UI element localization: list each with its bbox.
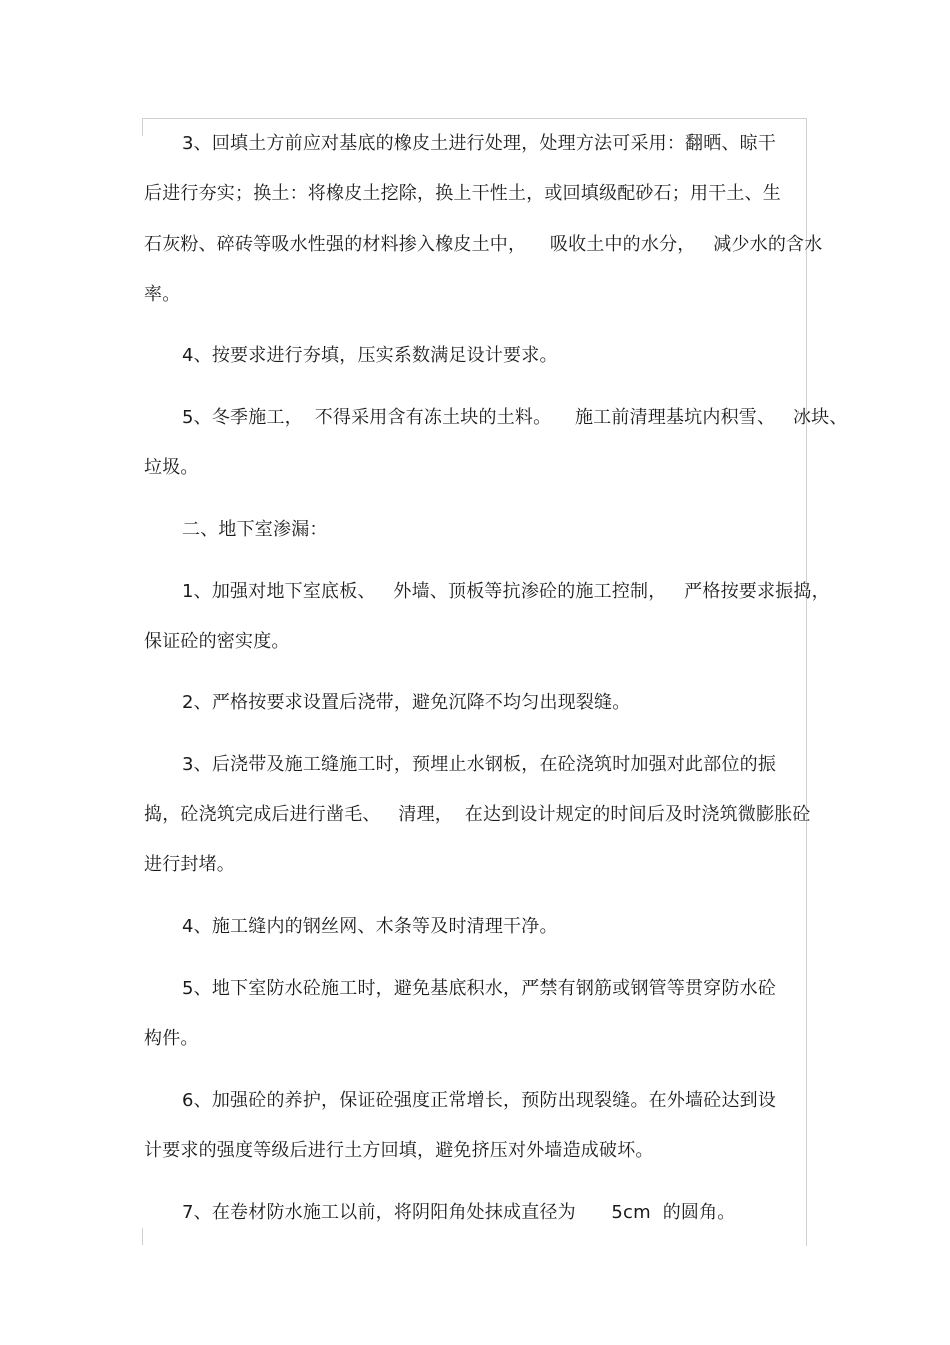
page-frame	[142, 118, 807, 1246]
paragraph-line: 7、在卷材防水施工以前，将阴阳角处抹成直径为 5cm 的圆角。	[182, 1202, 736, 1223]
page-frame-left-edge	[142, 118, 143, 136]
paragraph-line: 3、回填土方前应对基底的橡皮土进行处理，处理方法可采用：翻晒、晾干	[182, 133, 777, 154]
paragraph-line: 垃圾。	[144, 457, 199, 478]
paragraph-line: 石灰粉、碎砖等吸水性强的材料掺入橡皮土中， 吸收土中的水分， 减少水的含水	[144, 234, 823, 255]
paragraph-line: 6、加强砼的养护，保证砼强度正常增长，预防出现裂缝。在外墙砼达到设	[182, 1090, 777, 1111]
paragraph-line: 计要求的强度等级后进行土方回填，避免挤压对外墙造成破坏。	[144, 1140, 654, 1161]
section-heading: 二、地下室渗漏：	[182, 519, 328, 540]
paragraph-line: 率。	[144, 284, 181, 305]
paragraph-line: 进行封堵。	[144, 854, 235, 875]
paragraph-line: 3、后浇带及施工缝施工时，预埋止水钢板，在砼浇筑时加强对此部位的振	[182, 754, 777, 775]
paragraph-line: 捣，砼浇筑完成后进行凿毛、 清理， 在达到设计规定的时间后及时浇筑微膨胀砼	[144, 804, 811, 825]
page-frame-left-edge	[142, 1228, 143, 1245]
paragraph-line: 保证砼的密实度。	[144, 631, 290, 652]
paragraph-line: 2、严格按要求设置后浇带，避免沉降不均匀出现裂缝。	[182, 692, 631, 713]
paragraph-line: 构件。	[144, 1028, 199, 1049]
paragraph-line: 1、加强对地下室底板、 外墙、顶板等抗渗砼的施工控制， 严格按要求振捣，	[182, 581, 830, 602]
paragraph-line: 后进行夯实；换土：将橡皮土挖除，换上干性土，或回填级配砂石；用干土、生	[144, 183, 781, 204]
paragraph-line: 5、冬季施工， 不得采用含有冻土块的土料。 施工前清理基坑内积雪、 冰块、	[182, 407, 848, 428]
paragraph-line: 5、地下室防水砼施工时，避免基底积水，严禁有钢筋或钢管等贯穿防水砼	[182, 978, 777, 999]
paragraph-line: 4、施工缝内的钢丝网、木条等及时清理干净。	[182, 916, 558, 937]
paragraph-line: 4、按要求进行夯填，压实系数满足设计要求。	[182, 345, 558, 366]
